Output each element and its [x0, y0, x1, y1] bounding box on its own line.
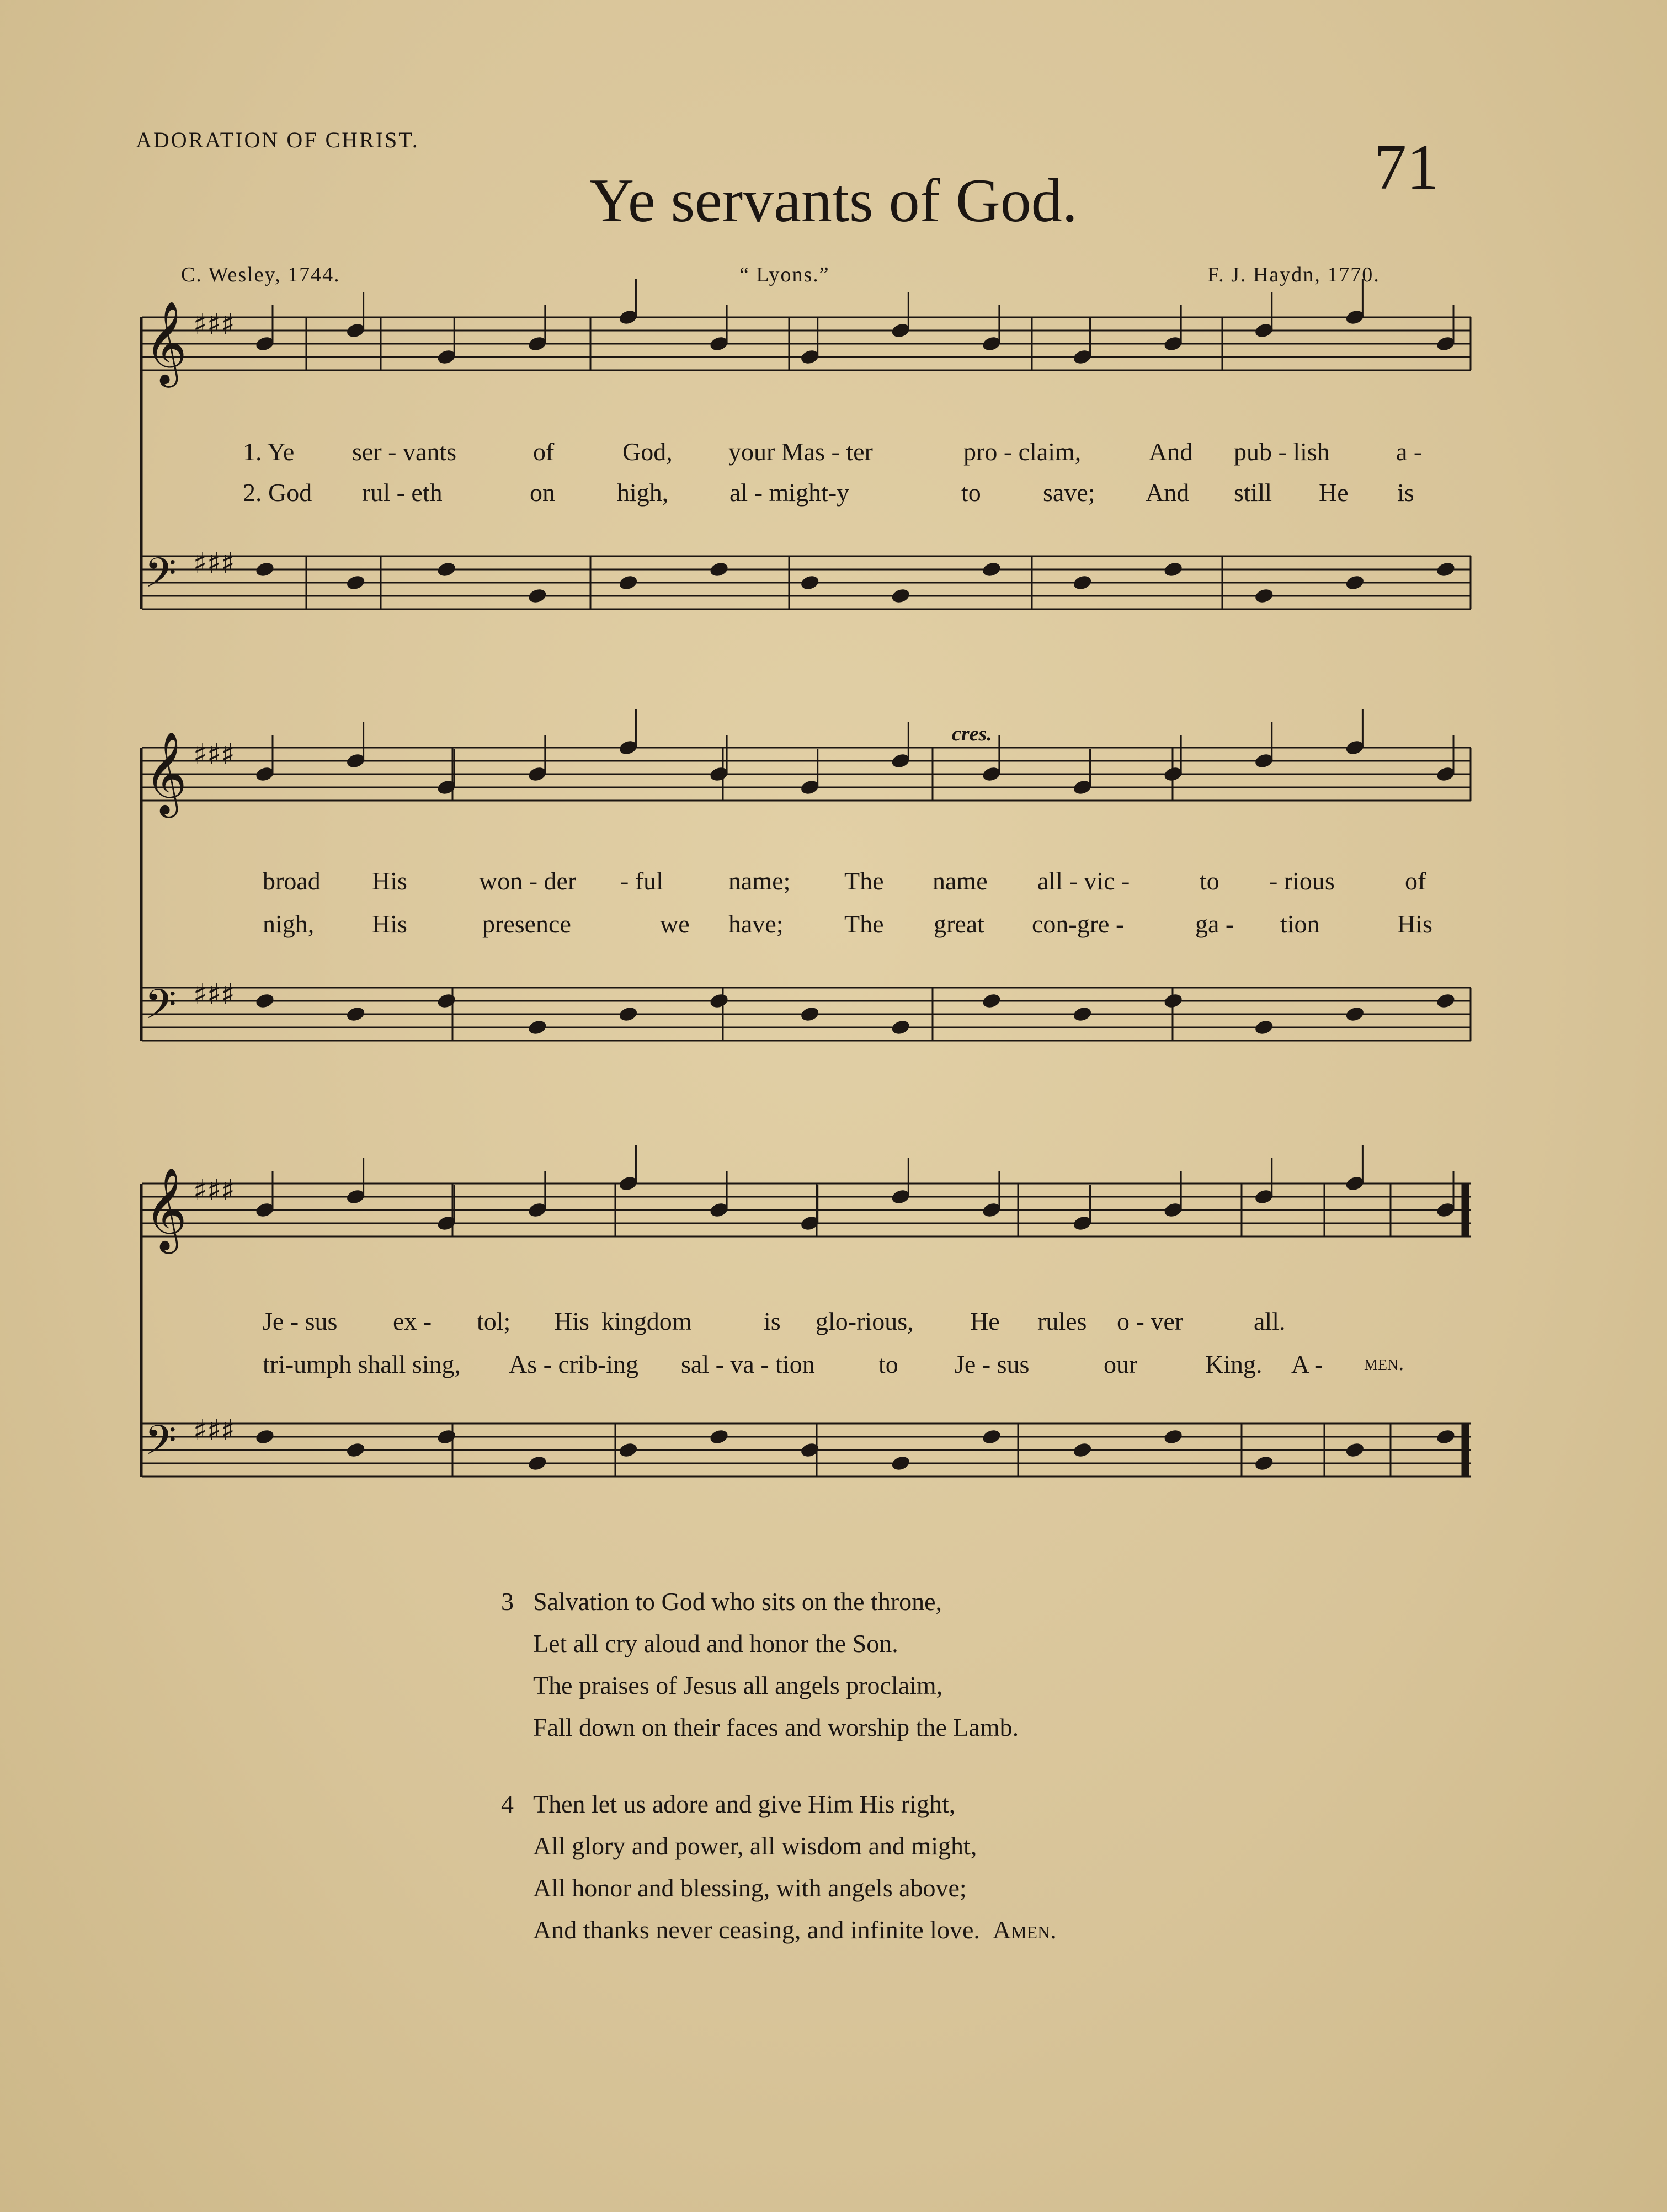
lyric-s2-v2-9: tion [1280, 910, 1320, 938]
lyric-s2-v2-6: great [934, 910, 984, 938]
lyric-s3-v1-2: tol; [477, 1307, 511, 1335]
lyric-s3-v1-8: rules [1037, 1307, 1087, 1335]
lyric-s2-v1-1: His [372, 867, 407, 895]
notehead-s3-bass-13 [1435, 1428, 1456, 1446]
notehead-s1-bass-8 [981, 561, 1002, 578]
section-heading: ADORATION OF CHRIST. [136, 127, 419, 152]
notehead-s2-bass-7 [891, 1019, 912, 1036]
lyric-s1-v2-1: rul - eth [362, 478, 443, 507]
author-credit: C. Wesley, 1744. [181, 263, 340, 286]
lyric-s1-v1-6: And [1149, 438, 1193, 466]
lyric-s2-v2-5: The [844, 910, 884, 938]
page-number: 71 [1374, 131, 1439, 203]
notehead-s3-bass-4 [618, 1441, 639, 1459]
final-bar-bass [1462, 1424, 1469, 1477]
lyric-s1-v2-6: save; [1043, 478, 1095, 507]
lyric-s3-v2-6: King. [1205, 1350, 1263, 1378]
notehead-s1-bass-10 [1163, 561, 1184, 578]
verse-4 [501, 1783, 1057, 1951]
lyric-s2-v1-4: name; [728, 867, 791, 895]
notehead-s3-bass-7 [891, 1454, 912, 1472]
lyric-s1-v2-4: al - might-y [729, 478, 850, 507]
composer-credit: F. J. Haydn, 1770. [1207, 263, 1380, 286]
notehead-s3-bass-8 [981, 1428, 1002, 1446]
verse-3-line-4: Fall down on their faces and worship the Lamb. [533, 1713, 1019, 1741]
notehead-s1-bass-0 [254, 561, 275, 578]
lyric-s3-v2-1: As - crib-ing [509, 1350, 639, 1378]
lyric-s1-v1-2: of [533, 438, 555, 466]
notehead-s2-bass-13 [1435, 992, 1456, 1010]
notehead-s1-bass-12 [1345, 574, 1366, 591]
lyric-s1-v1-4: your Mas - ter [728, 438, 873, 466]
notehead-s3-bass-0 [254, 1428, 275, 1446]
lyric-s3-v2-4: Je - sus [955, 1350, 1030, 1378]
bass-clef-icon: 𝄢 [145, 549, 177, 607]
notehead-s2-bass-2 [436, 992, 457, 1010]
lyric-s2-v1-0: broad [263, 867, 321, 895]
lyric-s3-v1-10: all. [1254, 1307, 1286, 1335]
notehead-s3-bass-5 [709, 1428, 729, 1446]
key-signature-icon: ♯♯♯ [193, 547, 235, 580]
notehead-s3-bass-10 [1163, 1428, 1184, 1446]
verse-3 [501, 1581, 1019, 1749]
lyric-s1-v1-7: pub - lish [1234, 438, 1330, 466]
lyric-s3-v1-4: kingdom [601, 1307, 692, 1335]
lyric-s2-v2-10: His [1397, 910, 1432, 938]
lyric-s2-v2-7: con-gre - [1032, 910, 1125, 938]
lyric-s1-v1-1: ser - vants [352, 438, 457, 466]
notehead-s1-bass-7 [891, 587, 912, 605]
final-bar-treble [1462, 1184, 1469, 1236]
verse-3-line-2: Let all cry aloud and honor the Son. [533, 1629, 898, 1657]
lyric-s2-v1-8: to [1200, 867, 1219, 895]
amen-text: Amen. [992, 1916, 1057, 1944]
treble-clef-icon: 𝄞 [145, 731, 187, 814]
lyric-s2-v2-0: nigh, [263, 910, 315, 938]
key-signature-icon: ♯♯♯ [193, 308, 235, 341]
notehead-s2-bass-11 [1254, 1019, 1275, 1036]
lyric-s1-v2-8: still [1234, 478, 1272, 507]
notehead-s1-bass-2 [436, 561, 457, 578]
notehead-s3-bass-3 [527, 1454, 548, 1472]
lyric-s2-v1-3: - ful [620, 867, 663, 895]
lyric-s3-v2-3: to [878, 1350, 898, 1378]
lyric-s2-v1-5: The [844, 867, 884, 895]
lyric-s3-v1-6: glo-rious, [816, 1307, 914, 1335]
notehead-s2-bass-9 [1072, 1005, 1093, 1023]
lyric-s3-v2-0: tri-umph shall sing, [263, 1350, 461, 1378]
notehead-s1-bass-9 [1072, 574, 1093, 591]
lyric-s1-v1-0: 1. Ye [243, 438, 295, 466]
lyric-s3-v1-9: o - ver [1117, 1307, 1184, 1335]
notehead-s2-bass-12 [1345, 1005, 1366, 1023]
lyric-s2-v2-1: His [372, 910, 407, 938]
verse-4-number: 4 [501, 1790, 514, 1818]
notehead-s3-bass-11 [1254, 1454, 1275, 1472]
key-signature-icon: ♯♯♯ [193, 738, 235, 771]
lyric-s1-v1-5: pro - claim, [963, 438, 1082, 466]
lyric-s3-v2-5: our [1104, 1350, 1138, 1378]
verse-4-line-3: All honor and blessing, with angels above; [533, 1874, 967, 1902]
lyric-s3-v2-8: men. [1364, 1350, 1404, 1375]
lyric-s2-v2-2: presence [482, 910, 571, 938]
notehead-s2-bass-1 [345, 1005, 366, 1023]
lyric-s2-v1-2: won - der [479, 867, 577, 895]
lyric-s1-v1-8: a - [1396, 438, 1423, 466]
notehead-s2-bass-6 [800, 1005, 821, 1023]
notehead-s2-bass-4 [618, 1005, 639, 1023]
notehead-s1-bass-5 [709, 561, 729, 578]
lyric-s1-v2-5: to [961, 478, 981, 507]
notehead-s1-bass-11 [1254, 587, 1275, 605]
notehead-s1-bass-6 [800, 574, 821, 591]
lyric-s2-v1-6: name [933, 867, 988, 895]
notehead-s1-bass-1 [345, 574, 366, 591]
verse-4-line-1: Then let us adore and give Him His right, [533, 1790, 956, 1818]
verse-4-line-2: All glory and power, all wisdom and might, [533, 1832, 977, 1860]
tune-credit: “ Lyons.” [739, 263, 830, 286]
lyric-s1-v2-10: is [1397, 478, 1414, 507]
lyric-s3-v1-0: Je - sus [263, 1307, 338, 1335]
notehead-s3-bass-2 [436, 1428, 457, 1446]
lyric-s3-v1-5: is [764, 1307, 781, 1335]
verse-3-number: 3 [501, 1587, 514, 1616]
hymn-title: Ye servants of God. [589, 167, 1078, 235]
key-signature-icon: ♯♯♯ [193, 978, 235, 1011]
notehead-s2-bass-10 [1163, 992, 1184, 1010]
lyric-s2-v1-7: all - vic - [1037, 867, 1130, 895]
lyric-s1-v2-7: And [1146, 478, 1190, 507]
bass-clef-icon: 𝄢 [145, 1416, 177, 1474]
lyric-s2-v2-4: have; [728, 910, 784, 938]
notehead-s3-bass-9 [1072, 1441, 1093, 1459]
notehead-s2-bass-0 [254, 992, 275, 1010]
key-signature-icon: ♯♯♯ [193, 1174, 235, 1207]
verse-3-line-1: Salvation to God who sits on the throne, [533, 1587, 942, 1616]
lyric-s3-v1-3: His [554, 1307, 589, 1335]
notehead-s1-bass-13 [1435, 561, 1456, 578]
notehead-s1-bass-4 [618, 574, 639, 591]
notehead-s2-bass-3 [527, 1019, 548, 1036]
notehead-s1-bass-3 [527, 587, 548, 605]
treble-clef-icon: 𝄞 [145, 1166, 187, 1250]
notehead-s3-bass-1 [345, 1441, 366, 1459]
notehead-s2-bass-5 [709, 992, 729, 1010]
key-signature-icon: ♯♯♯ [193, 1414, 235, 1447]
cres-mark: cres. [952, 722, 992, 745]
lyric-s1-v1-3: God, [622, 438, 673, 466]
notehead-s3-bass-12 [1345, 1441, 1366, 1459]
lyric-s1-v2-0: 2. God [243, 478, 312, 507]
lyric-s2-v2-8: ga - [1195, 910, 1234, 938]
verse-4-line-4: And thanks never ceasing, and infinite love. [533, 1916, 980, 1944]
lyric-s3-v1-7: He [970, 1307, 1000, 1335]
lyric-s3-v2-7: A - [1291, 1350, 1323, 1378]
lyric-s1-v2-2: on [530, 478, 555, 507]
bass-clef-icon: 𝄢 [145, 980, 177, 1038]
lyric-s1-v2-3: high, [617, 478, 669, 507]
notehead-s2-bass-8 [981, 992, 1002, 1010]
lyric-s2-v1-9: - rious [1269, 867, 1335, 895]
lyric-s3-v2-2: sal - va - tion [681, 1350, 815, 1378]
lyric-s2-v1-10: of [1405, 867, 1426, 895]
verse-3-line-3: The praises of Jesus all angels proclaim, [533, 1671, 943, 1699]
lyric-s1-v2-9: He [1319, 478, 1349, 507]
lyric-s3-v1-1: ex - [393, 1307, 432, 1335]
lyric-s2-v2-3: we [660, 910, 690, 938]
treble-clef-icon: 𝄞 [145, 300, 187, 384]
